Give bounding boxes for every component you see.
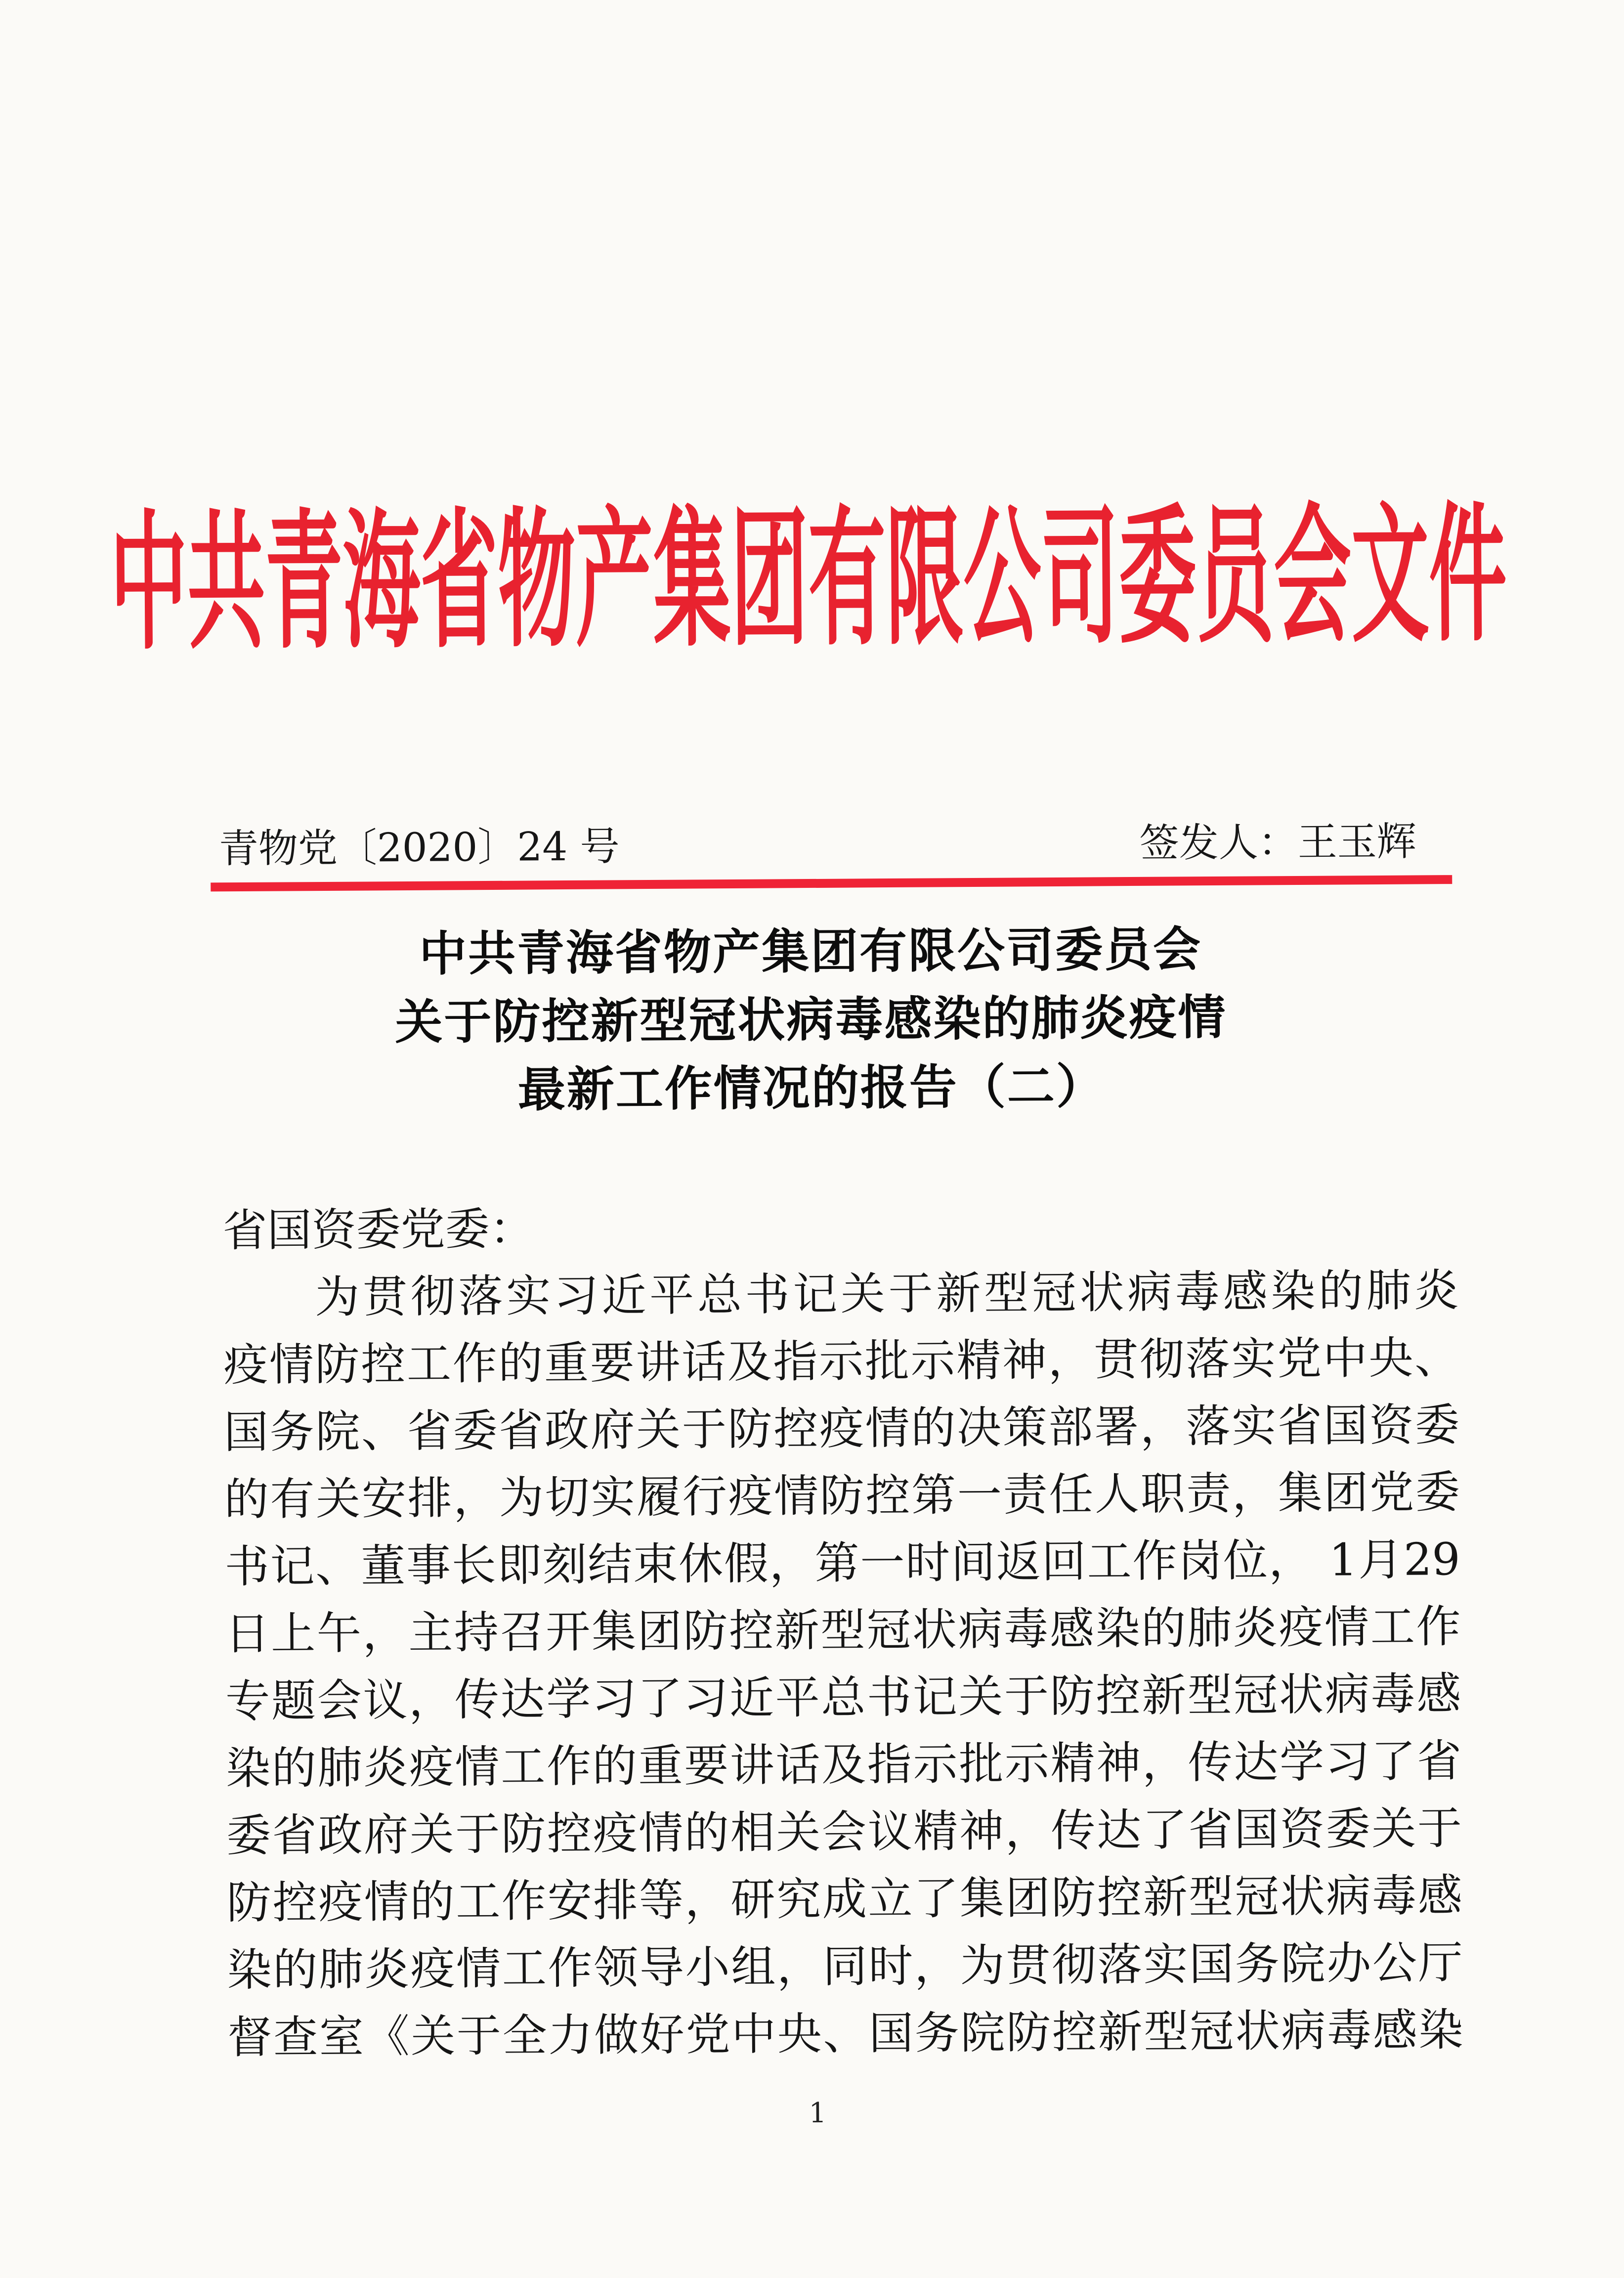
body-line: 专题会议，传达学习了习近平总书记关于防控新型冠状病毒感 — [225, 1667, 1461, 1728]
doc-title — [0, 913, 1624, 1127]
body-line: 日上午，主持召开集团防控新型冠状病毒感染的肺炎疫情工作 — [225, 1601, 1461, 1661]
issuer-text: 签发人：王玉辉 — [1139, 818, 1417, 866]
body-line: 书记、董事长即刻结束休假，第一时间返回工作岗位， 1月29 — [224, 1533, 1460, 1593]
doc-title-line-2: 关于防控新型冠状病毒感染的肺炎疫情 — [395, 989, 1227, 1051]
body-line: 染的肺炎疫情工作的重要讲话及指示批示精神，传达学习了省 — [225, 1735, 1462, 1795]
body-line: 督查室《关于全力做好党中央、国务院防控新型冠状病毒感染 — [227, 2004, 1463, 2064]
doc-number: 青物党〔2020〕24 号 — [218, 823, 620, 872]
body-line: 委省政府关于防控疫情的相关会议精神，传达了省国资委关于 — [226, 1802, 1462, 1862]
doc-title-line-3: 最新工作情况的报告（二） — [517, 1058, 1106, 1118]
body-line: 为贯彻落实习近平总书记关于新型冠状病毒感染的肺炎 — [315, 1265, 1459, 1324]
doc-title-line-1: 中共青海省物产集团有限公司委员会 — [419, 921, 1202, 982]
red-letterhead — [0, 487, 1621, 671]
body-line: 国务院、省委省政府关于防控疫情的决策部署，落实省国资委 — [223, 1399, 1460, 1459]
body-line: 的有关安排，为切实履行疫情防控第一责任人职责，集团党委 — [224, 1466, 1460, 1526]
salutation: 省国资委党委： — [222, 1203, 534, 1257]
body-line: 防控疫情的工作安排等，研究成立了集团防控新型冠状病毒感 — [226, 1869, 1463, 1929]
body-line: 疫情防控工作的重要讲话及指示批示精神，贯彻落实党中央、 — [223, 1332, 1459, 1392]
body-text — [222, 1190, 1463, 2071]
red-divider-rule — [211, 875, 1452, 891]
docnum-row — [218, 813, 1416, 870]
red-letterhead-title: 中共青海省物产集团有限公司委员会文件 — [109, 487, 1507, 671]
page-number: 1 — [809, 2097, 827, 2130]
body-line: 染的肺炎疫情工作领导小组，同时，为贯彻落实国务院办公厅 — [227, 1936, 1463, 1997]
